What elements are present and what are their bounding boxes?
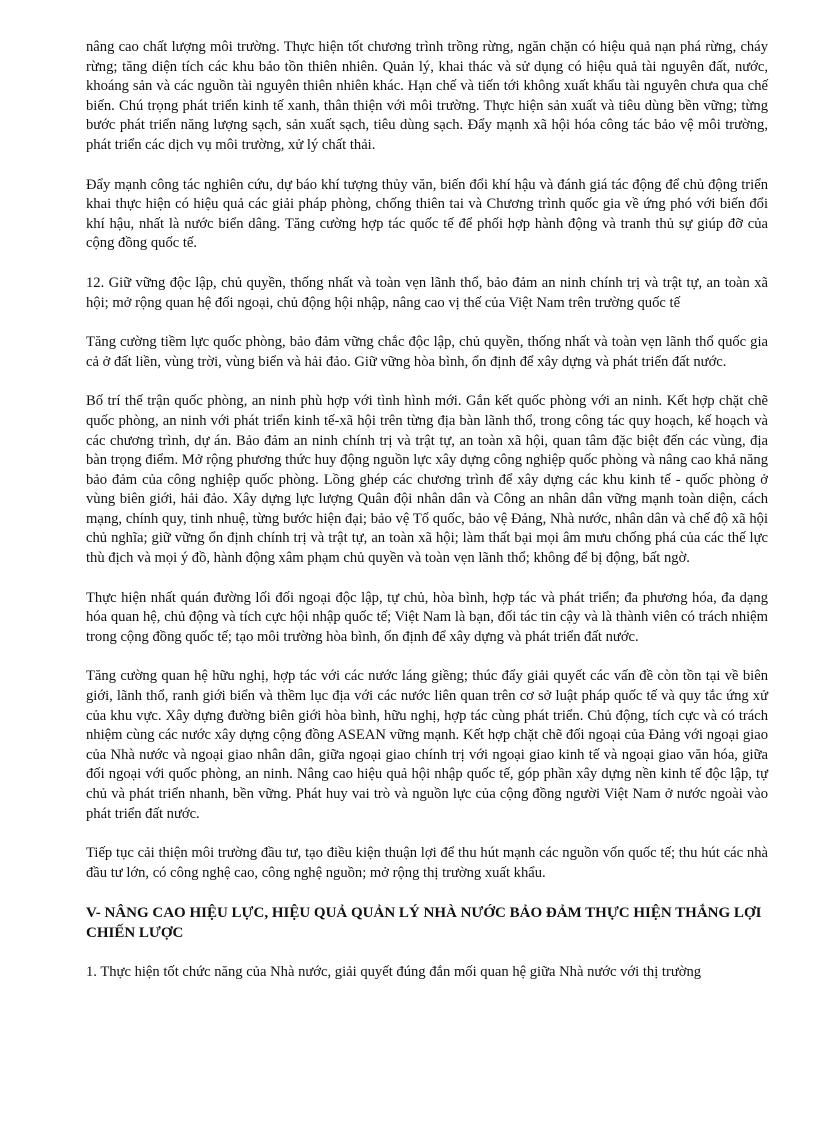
paragraph-defense-security-layout: Bố trí thế trận quốc phòng, an ninh phù hợp với tình hình mới. Gắn kết quốc phòng với an ninh. Kết hợp chặt chẽ quốc phòng, an ninh với phát triển kinh tế-xã hội trên từng địa bàn lãnh thổ, trong công tác quy hoạch, kế hoạch và các chương trình, dự án. Bảo đảm an ninh chính trị và trật tự, an toàn xã hội, quan tâm đặc biệt đến các vùng, địa bàn trọng điểm. Mở rộng phương thức huy động nguồn lực xây dựng công nghiệp quốc phòng và nâng cao khả năng bảo đảm của công nghiệp quốc phòng. Lồng ghép các chương trình để xây dựng các khu kinh tế - quốc phòng ở vùng biên giới, hải đảo. Xây dựng lực lượng Quân đội nhân dân và Công an nhân dân vững mạnh toàn diện, cách mạng, chính quy, tinh nhuệ, từng bước hiện đại; bảo vệ Tổ quốc, bảo vệ Đảng, Nhà nước, nhân dân và chế độ xã hội chủ nghĩa; giữ vững ổn định chính trị và trật tự, an toàn xã hội; làm thất bại mọi âm mưu chống phá của các thế lực thù địch và mọi ý đồ, hành động xâm phạm chủ quyền và toàn vẹn lãnh thổ; không để bị động, bất ngờ. — [86, 393, 768, 567]
document-page — [86, 38, 768, 1003]
paragraph-defense-potential: Tăng cường tiềm lực quốc phòng, bảo đảm vững chắc độc lập, chủ quyền, thống nhất và toàn vẹn lãnh thổ quốc gia cả ở đất liền, vùng trời, vùng biển và hải đảo. Giữ vững hòa bình, ổn định để xây dựng và phát triển đất nước. — [86, 334, 768, 370]
paragraph-neighbor-relations: Tăng cường quan hệ hữu nghị, hợp tác với các nước láng giềng; thúc đẩy giải quyết các vấn đề còn tồn tại về biên giới, lãnh thổ, ranh giới biển và thềm lục địa với các nước liên quan trên cơ sở luật pháp quốc tế và quy tắc ứng xử của khu vực. Xây dựng đường biên giới hòa bình, hữu nghị, hợp tác cùng phát triển. Chủ động, tích cực và có trách nhiệm cùng các nước xây dựng cộng đồng ASEAN vững mạnh. Kết hợp chặt chẽ đối ngoại của Đảng với ngoại giao của Nhà nước và ngoại giao nhân dân, giữa ngoại giao chính trị với ngoại giao kinh tế và ngoại giao văn hóa, giữa đối ngoại với quốc phòng, an ninh. Nâng cao hiệu quả hội nhập quốc tế, góp phần xây dựng nền kinh tế độc lập, tự chủ và phát triển nhanh, bền vững. Phát huy vai trò và nguồn lực của cộng đồng người Việt Nam ở nước ngoài vào phát triển đất nước. — [86, 668, 768, 822]
paragraph-investment-environment: Tiếp tục cải thiện môi trường đầu tư, tạo điều kiện thuận lợi để thu hút mạnh các nguồn vốn quốc tế; thu hút các nhà đầu tư lớn, có công nghệ cao, công nghệ nguồn; mở rộng thị trường xuất khẩu. — [86, 845, 768, 881]
paragraph-foreign-policy: Thực hiện nhất quán đường lối đối ngoại độc lập, tự chủ, hòa bình, hợp tác và phát triển; đa phương hóa, đa dạng hóa quan hệ, chủ động và tích cực hội nhập quốc tế; Việt Nam là bạn, đối tác tin cậy và là thành viên có trách nhiệm trong cộng đồng quốc tế; tạo môi trường hòa bình, ổn định để xây dựng và phát triển đất nước. — [86, 589, 768, 645]
paragraph-state-function: 1. Thực hiện tốt chức năng của Nhà nước, giải quyết đúng đắn mối quan hệ giữa Nhà nước với thị trường — [86, 964, 702, 981]
section-heading: V- NÂNG CAO HIỆU LỰC, HIỆU QUẢ QUẢN LÝ NHÀ NƯỚC BẢO ĐẢM THỰC HIỆN THẮNG LỢI CHIẾN LƯỢC — [86, 905, 762, 942]
paragraph-environment-quality: nâng cao chất lượng môi trường. Thực hiện tốt chương trình trồng rừng, ngăn chặn có hiệu quả nạn phá rừng, cháy rừng; tăng diện tích các khu bảo tồn thiên nhiên. Quản lý, khai thác và sử dụng có hiệu quả tài nguyên đất, nước, khoáng sản và các nguồn tài nguyên thiên nhiên khác. Hạn chế và tiến tới không xuất khẩu tài nguyên chưa qua chế biến. Chú trọng phát triển kinh tế xanh, thân thiện với môi trường. Thực hiện sản xuất và tiêu dùng bền vững; từng bước phát triển năng lượng sạch, sản xuất sạch, tiêu dùng sạch. Đẩy mạnh xã hội hóa công tác bảo vệ môi trường, phát triển các dịch vụ môi trường, xử lý chất thải. — [86, 39, 768, 153]
paragraph-climate-research: Đẩy mạnh công tác nghiên cứu, dự báo khí tượng thủy văn, biến đổi khí hậu và đánh giá tác động để chủ động triển khai thực hiện có hiệu quả các giải pháp phòng, chống thiên tai và Chương trình quốc gia về ứng phó với biến đổi khí hậu, nhất là nước biển dâng. Tăng cường hợp tác quốc tế để phối hợp hành động và tranh thủ sự giúp đỡ của cộng đồng quốc tế. — [86, 176, 768, 252]
paragraph-item-12-title: 12. Giữ vững độc lập, chủ quyền, thống nhất và toàn vẹn lãnh thổ, bảo đảm an ninh chính trị và trật tự, an toàn xã hội; mở rộng quan hệ đối ngoại, chủ động hội nhập, nâng cao vị thế của Việt Nam trên trường quốc tế — [86, 274, 768, 311]
